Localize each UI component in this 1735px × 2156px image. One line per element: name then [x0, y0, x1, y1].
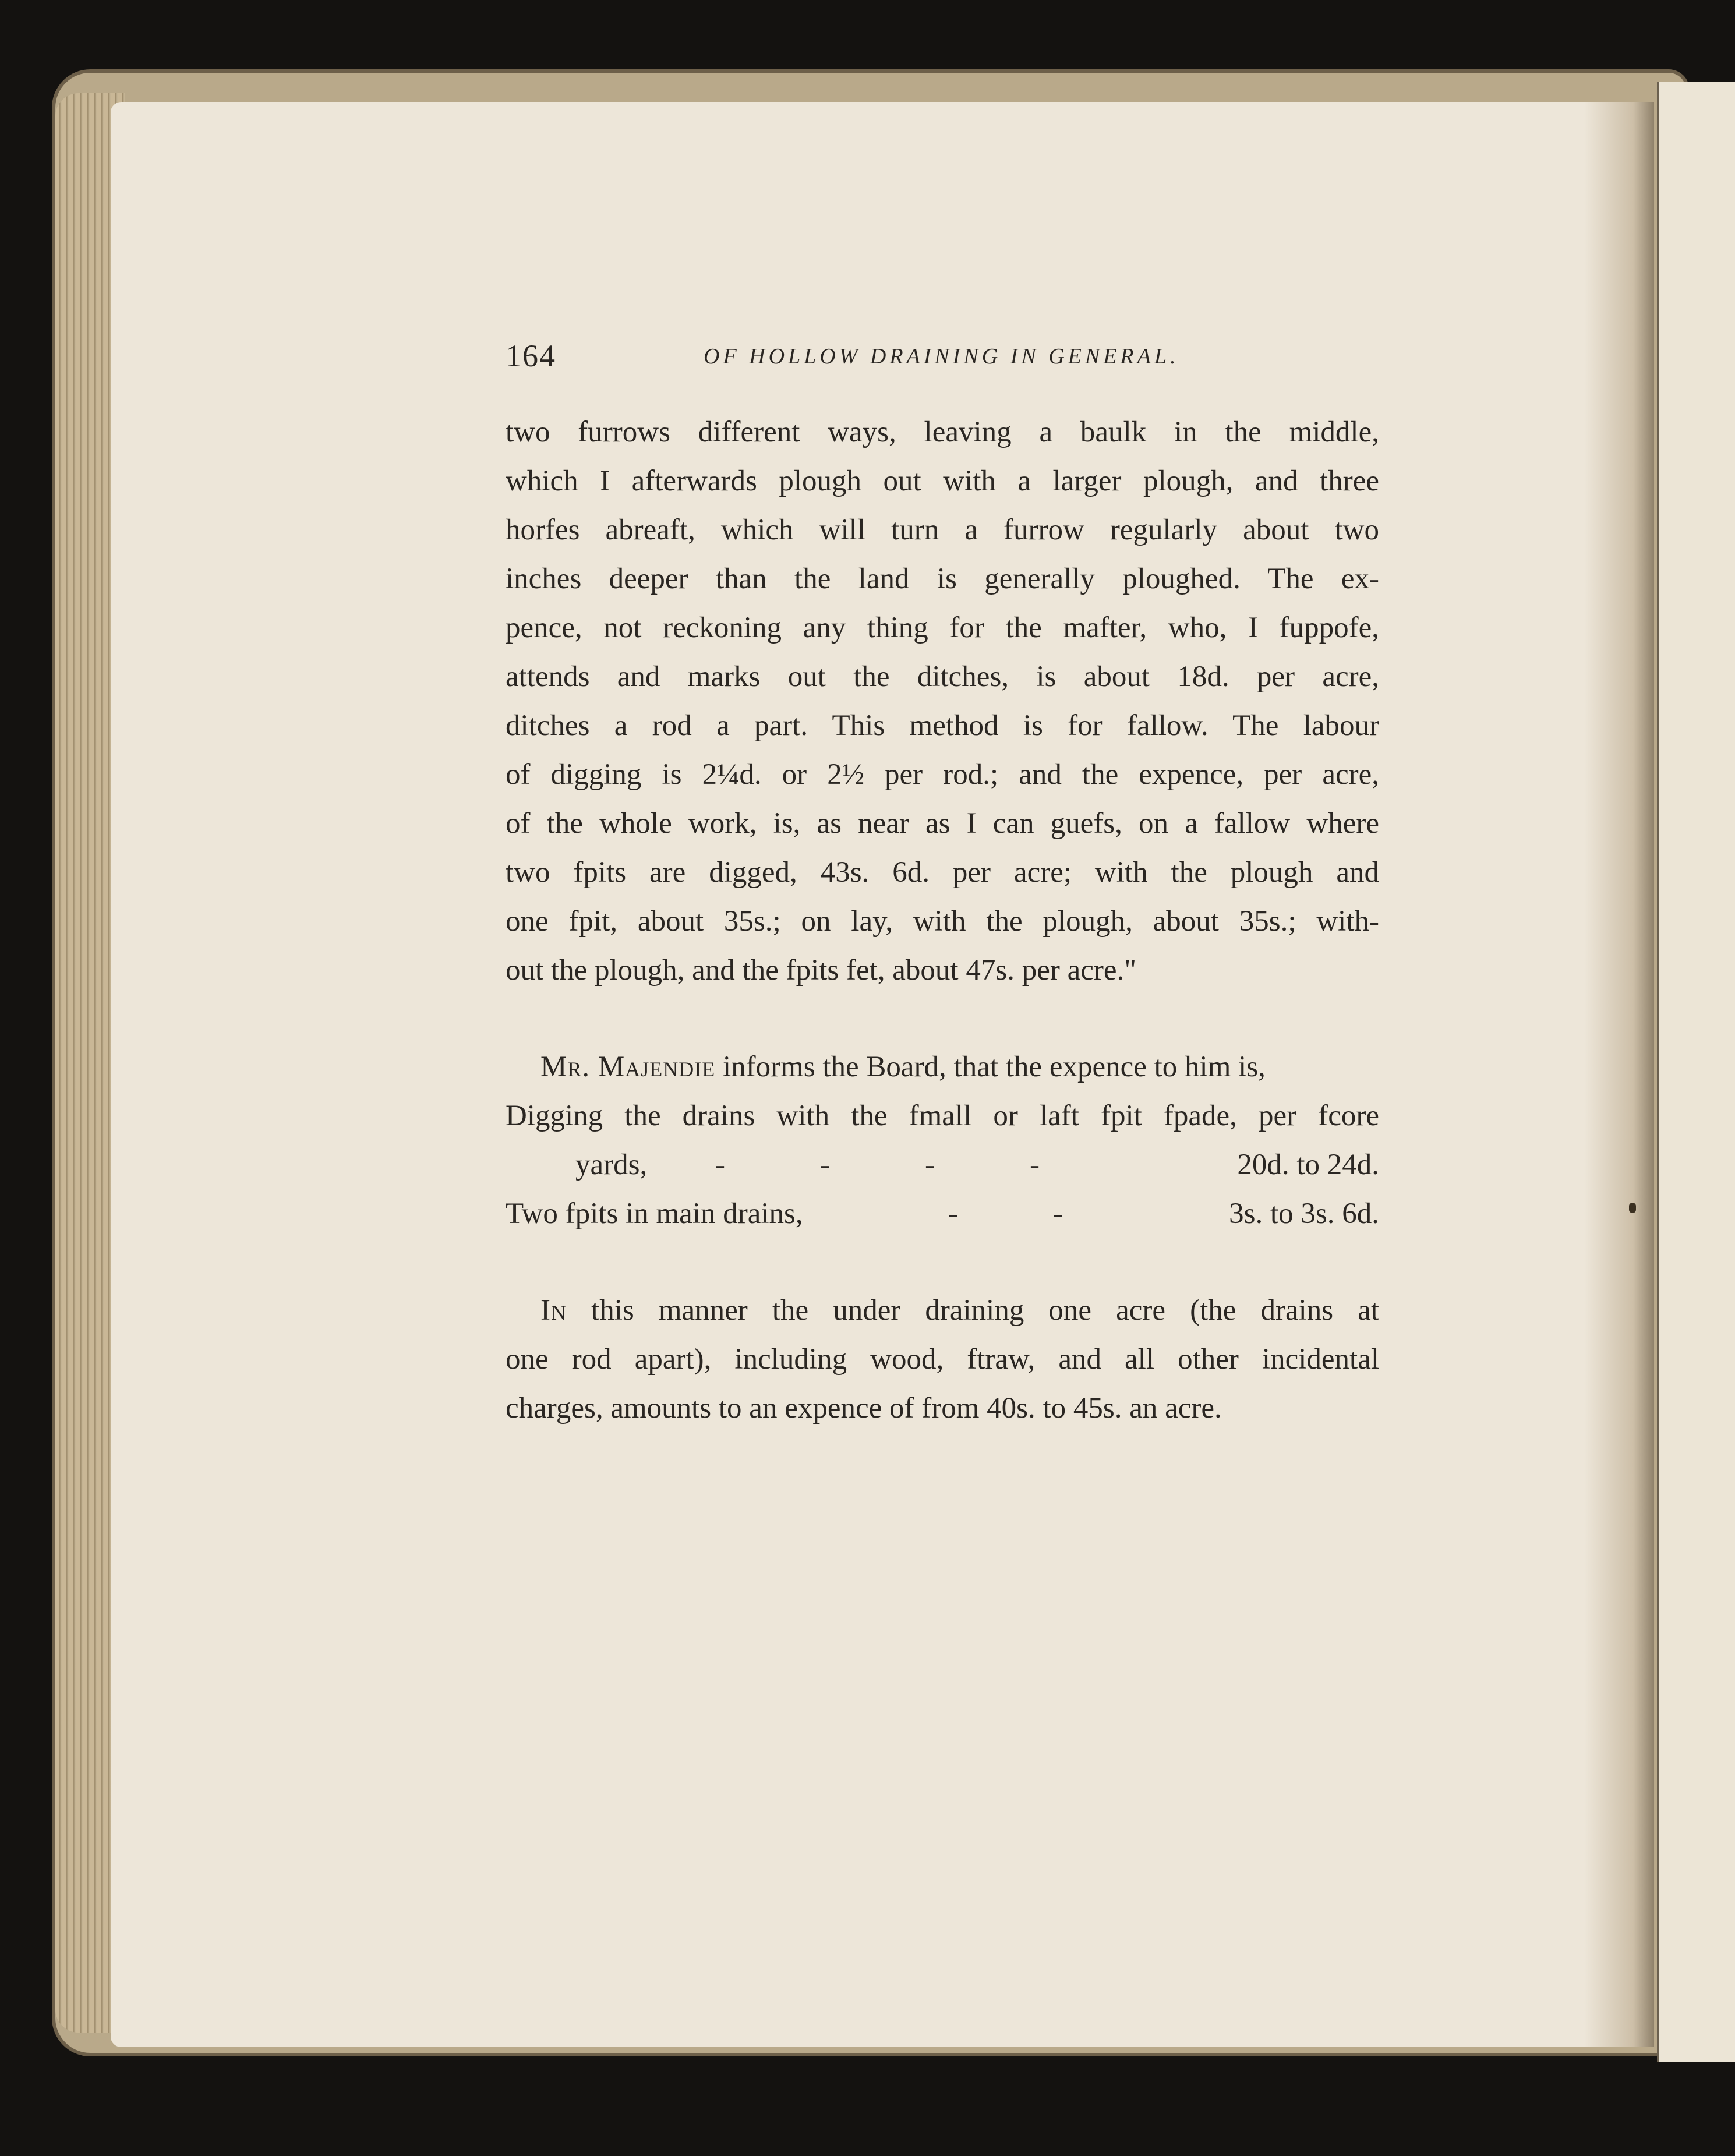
text-line: two furrows different ways, leaving a baulk in the middle,: [506, 416, 1379, 448]
text-line: pence, not reckoning any thing for the mafter, who, I fuppofe,: [506, 612, 1379, 644]
text-line: ditches a rod a part. This method is for fallow. The labour: [506, 709, 1379, 742]
charge-label-cont: yards,: [575, 1148, 648, 1181]
text-line: one rod apart), including wood, ftraw, and all other incidental: [506, 1343, 1379, 1376]
text-line: horfes abreaft, which will turn a furrow regularly about two: [506, 514, 1379, 546]
running-title: OF HOLLOW DRAINING IN GENERAL.: [704, 344, 1179, 369]
text-line: charges, amounts to an expence of from 40s. to 45s. an acre.: [506, 1392, 1222, 1425]
binding-mark: [1629, 1203, 1636, 1213]
leader-dash: -: [1053, 1197, 1063, 1230]
charge-label: Two fpits in main drains,: [506, 1197, 803, 1230]
intro-line: [506, 1042, 1379, 1091]
leader-dash: -: [925, 1148, 935, 1181]
charge-value: 20d. to 24d.: [1237, 1148, 1379, 1181]
text-line: two fpits are digged, 43s. 6d. per acre; with the plough and: [506, 856, 1379, 889]
leader-dash: -: [1030, 1148, 1040, 1181]
text-line: of the whole work, is, as near as I can guefs, on a fallow where: [506, 807, 1379, 840]
charge-label: Digging the drains with the fmall or laft fpit fpade, per fcore: [506, 1100, 1379, 1132]
paragraph-3: [506, 1286, 1379, 1433]
facing-page-edge: [1657, 82, 1735, 2062]
intro-text: informs the Board, that the expence to him is,: [715, 1051, 1266, 1083]
text-line: which I afterwards plough out with a larger plough, and three: [506, 465, 1379, 497]
charge-row: [506, 1140, 1379, 1189]
charge-value: 3s. to 3s. 6d.: [1229, 1197, 1379, 1230]
charge-row: [506, 1189, 1379, 1238]
leader-dash: -: [820, 1148, 830, 1181]
text-line: inches deeper than the land is generally ploughed. The ex-: [506, 563, 1379, 595]
gutter-shadow: [1584, 102, 1654, 2047]
leader-dash: -: [948, 1197, 958, 1230]
text-line: one fpit, about 35s.; on lay, with the plough, about 35s.; with-: [506, 905, 1379, 938]
author-name: Mr. Majendie: [540, 1051, 716, 1083]
paragraph-1: [506, 408, 1379, 995]
running-head: [506, 338, 1379, 384]
text-line: In this manner the under draining one acre (the drains at: [540, 1294, 1379, 1327]
text-line: attends and marks out the ditches, is about 18d. per acre,: [506, 660, 1379, 693]
page-number: 164: [506, 338, 556, 373]
lead-word: In: [540, 1294, 567, 1327]
text-line: of digging is 2¼d. or 2½ per rod.; and the expence, per acre,: [506, 758, 1379, 791]
paragraph-2: [506, 1042, 1379, 1238]
leader-dash: -: [715, 1148, 725, 1181]
text-line: out the plough, and the fpits fet, about 47s. per acre.": [506, 954, 1137, 987]
page-text: [506, 338, 1379, 1433]
